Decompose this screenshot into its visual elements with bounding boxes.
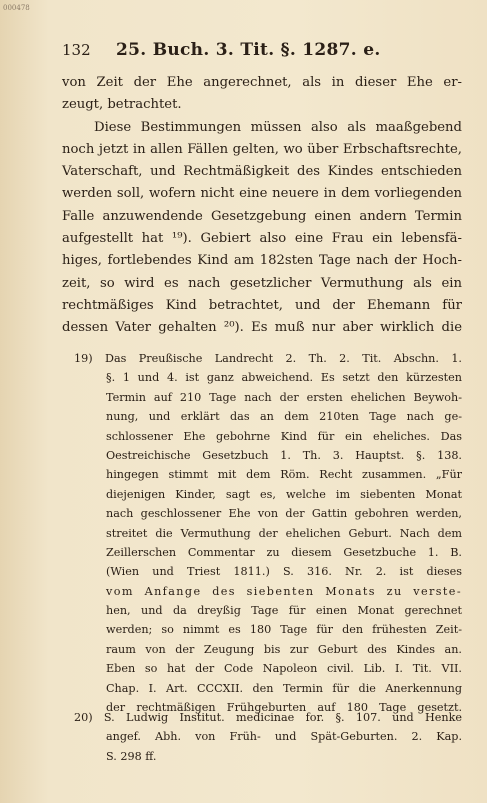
text-line: higes, fortlebendes Kind am 182sten Tage nach der Hoch- [62, 253, 462, 269]
running-header [62, 40, 457, 60]
footnote-line: Zeillerschen Commentar zu diesem Gesetzbuche 1. B. [106, 545, 462, 559]
footnote-line: nung, und erklärt das an dem 210ten Tage nach ge- [106, 410, 462, 424]
footnote-line: hingegen stimmt mit dem Röm. Recht zusammen. „Für [106, 468, 462, 482]
footnote-line: §. 1 und 4. ist ganz abweichend. Es setzt den kürzesten [106, 371, 462, 385]
text-line: zeugt, betrachtet. [62, 97, 182, 113]
text-line: Diese Bestimmungen müssen also als maaßgebend [94, 119, 462, 135]
footnote-line: 19) Das Preußische Landrecht 2. Th. 2. Tit. Abschn. 1. [74, 352, 462, 365]
footnote-line: hen, und da dreyßig Tage für einen Monat gerechnet [106, 604, 462, 618]
page-number: 132 [62, 41, 91, 59]
text-line: zeit, so wird es nach gesetzlicher Vermuthung als ein [62, 275, 462, 291]
footnote-20 [74, 708, 462, 766]
text-line: aufgestellt hat ¹⁹). Gebiert also eine Frau ein lebensfä- [62, 231, 462, 247]
footnote-line: werden; so nimmt es 180 Tage für den frühesten Zeit- [106, 623, 462, 637]
text-line: Falle anzuwendende Gesetzgebung einen andern Termin [62, 208, 462, 224]
text-line: von Zeit der Ehe angerechnet, als in dieser Ehe er- [62, 75, 462, 90]
footnote-line: S. 298 ff. [106, 749, 157, 763]
text-line: werden soll, wofern nicht eine neuere in dem vorliegenden [62, 186, 462, 202]
footnote-line: der rechtmäßigen Frühgeburten auf 180 Tage gesetzt. [106, 701, 462, 715]
footnote-line: vom Anfange des siebenten Monats zu verste- [106, 584, 462, 598]
footnote-line: streitet die Vermuthung der ehelichen Geburt. Nach dem [106, 526, 462, 540]
footnote-line: angef. Abh. von Früh- und Spät-Geburten. 2. Kap. [106, 730, 462, 744]
text-line: dessen Vater gehalten ²⁰). Es muß nur aber wirklich die [62, 320, 462, 336]
text-line: Vaterschaft, und Rechtmäßigkeit des Kindes entschieden [62, 164, 462, 180]
footnote-line: raum von der Zeugung bis zur Geburt des Kindes an. [106, 642, 462, 656]
footnote-line: Termin auf 210 Tage nach der ersten ehelichen Beywoh- [106, 390, 462, 404]
footnote-line: schlossener Ehe gebohrne Kind für ein eheliches. Das [106, 429, 462, 443]
footnote-line: 20) S. Ludwig Institut. medicinae for. §. 107. und Henke [74, 711, 462, 724]
footnote-line: (Wien und Triest 1811.) S. 316. Nr. 2. ist dieses [106, 565, 462, 579]
text-line: rechtmäßiges Kind betrachtet, und der Ehemann für [62, 297, 462, 313]
footnote-line: diejenigen Kinder, sagt es, welche im siebenten Monat [106, 487, 462, 501]
footnote-19 [74, 349, 462, 717]
scan-id: 000478 [3, 4, 30, 12]
footnote-line: nach geschlossener Ehe von der Gattin gebohren werden, [106, 507, 462, 521]
main-text [62, 72, 462, 340]
footnote-line: Oestreichische Gesetzbuch 1. Th. 3. Hauptst. §. 138. [106, 448, 462, 462]
header-title: 25. Buch. 3. Tit. §. 1287. e. [116, 40, 381, 60]
text-line: noch jetzt in allen Fällen gelten, wo über Erbschaftsrechte, [62, 141, 462, 157]
footnote-line: Eben so hat der Code Napoleon civil. Lib. I. Tit. VII. [106, 662, 462, 676]
footnote-line: Chap. I. Art. CCCXII. den Termin für die Anerkennung [106, 681, 462, 695]
